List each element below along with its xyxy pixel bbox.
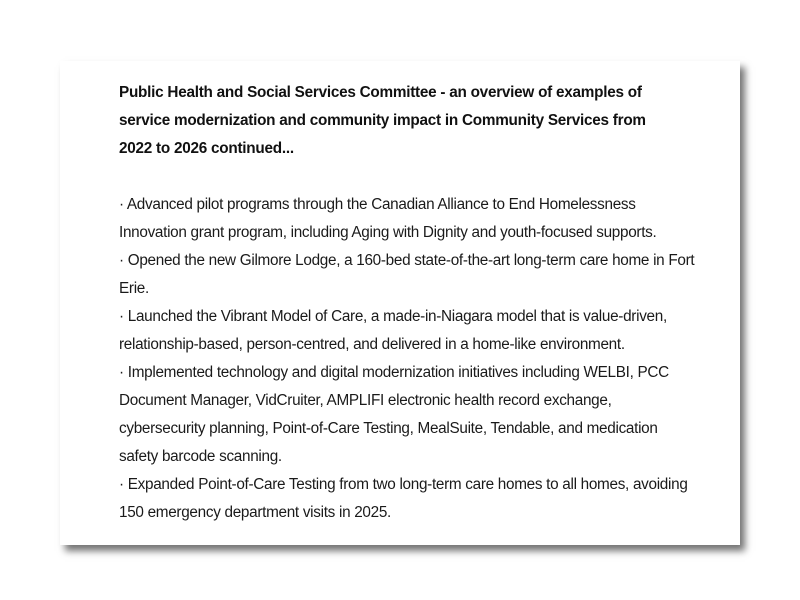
bullet-item-digital-modernization: · Implemented technology and digital modernization initiatives including WELBI, PCC Document Manager, VidCruiter, AMPLIFI electronic health record exchange, cybersecurity planning, Point-of-Care Testing, MealSuite, Tendable, and medication safety barcode scanning. [119,364,669,465]
bullet-item-vibrant-model-of-care: · Launched the Vibrant Model of Care, a made-in-Niagara model that is value-driven, relationship-based, person-centred, and delivered in a home-like environment. [119,308,667,353]
bullet-item-homelessness-pilot: · Advanced pilot programs through the Canadian Alliance to End Homelessness Innovation grant program, including Aging with Dignity and youth-focused supports. [119,196,657,241]
bullet-list [119,191,700,527]
bullet-item-gilmore-lodge: · Opened the new Gilmore Lodge, a 160-bed state-of-the-art long-term care home in Fort Erie. [119,252,695,297]
document-title: Public Health and Social Services Committee - an overview of examples of service modernization and community impact in Community Services from 2022 to 2026 continued... [119,84,646,157]
document-card [60,61,740,545]
bullet-item-point-of-care-testing: · Expanded Point-of-Care Testing from two long-term care homes to all homes, avoiding 150 emergency department visits in 2025. [119,476,688,521]
